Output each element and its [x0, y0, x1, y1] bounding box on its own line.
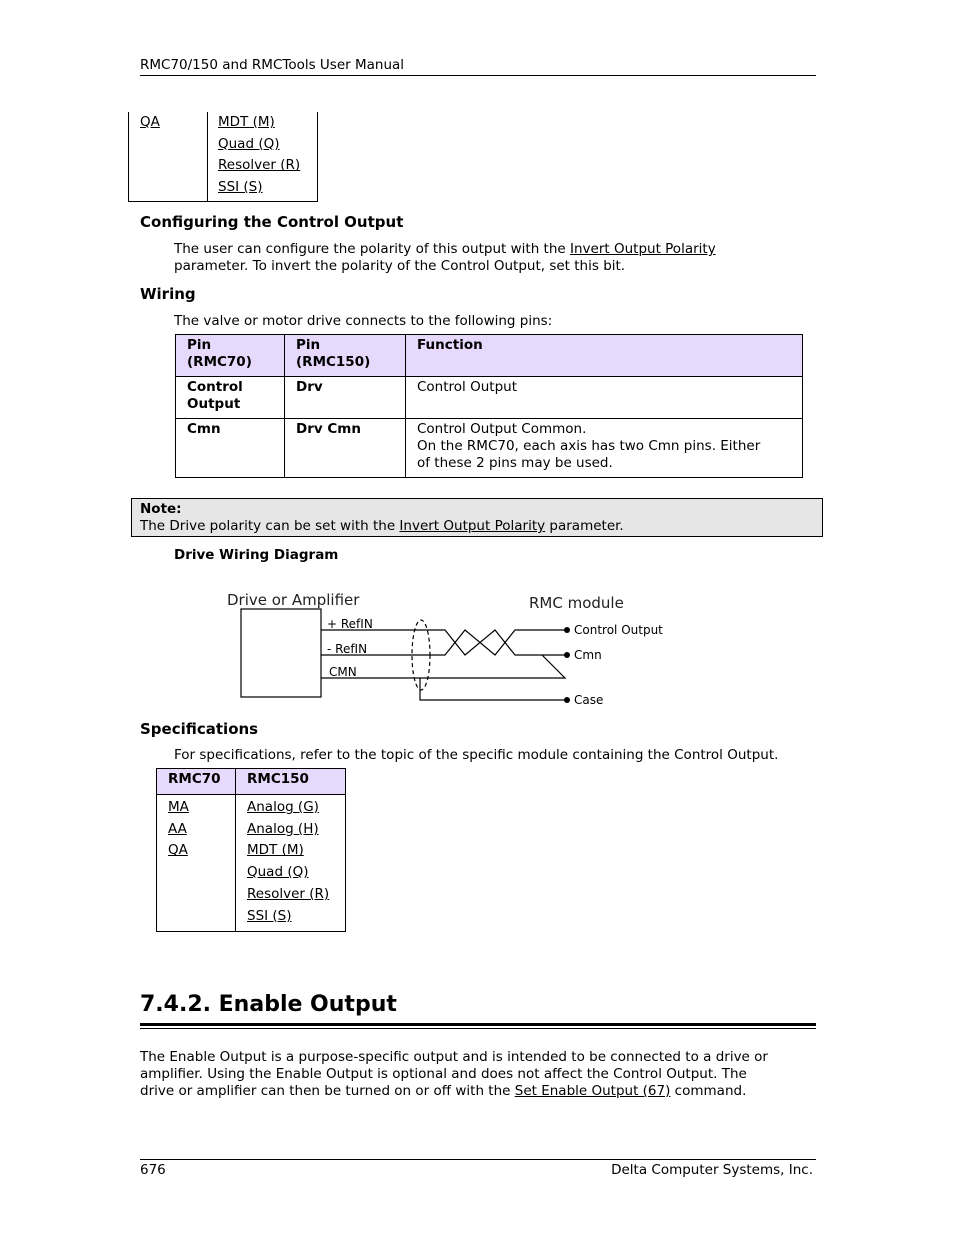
- cell-function: Control Output Common. On the RMC70, each axis has two Cmn pins. Either of these 2 pins may be used.: [406, 419, 803, 478]
- module-link-analog-g[interactable]: Analog (G): [247, 799, 319, 815]
- wiring-table: [175, 334, 803, 478]
- footer-rule: [140, 1159, 816, 1160]
- page-header-title: RMC70/150 and RMCTools User Manual: [140, 57, 405, 73]
- pin-label-minus-refin: - RefIN: [327, 642, 368, 656]
- note-text: The Drive polarity can be set with the Invert Output Polarity parameter.: [140, 518, 624, 534]
- pin-label-plus-refin: + RefIN: [327, 617, 373, 631]
- rmc150-modules: [236, 795, 346, 932]
- cell-pin-rmc70: Cmn: [176, 419, 285, 478]
- continuation-table: [128, 112, 318, 202]
- twisted-pair-wires: [321, 630, 565, 700]
- diagram-title: Drive Wiring Diagram: [174, 547, 339, 563]
- header-rmc70: RMC70: [157, 769, 236, 795]
- configuring-text: The user can configure the polarity of this output with the: [174, 241, 570, 257]
- header-pin-rmc70: Pin (RMC70): [176, 335, 285, 377]
- cell-pin-rmc150: Drv Cmn: [285, 419, 406, 478]
- set-enable-output-link[interactable]: Set Enable Output (67): [514, 1083, 671, 1099]
- wiring-intro: The valve or motor drive connects to the following pins:: [174, 313, 553, 329]
- configuring-paragraph: [174, 241, 814, 275]
- note-box: [131, 498, 823, 537]
- cell-pin-rmc70: Control Output: [176, 377, 285, 419]
- header-pin-rmc150: Pin (RMC150): [285, 335, 406, 377]
- configuring-text-line2: parameter. To invert the polarity of the Control Output, set this bit.: [174, 258, 626, 274]
- rmc150-column: [218, 112, 300, 199]
- enable-output-paragraph: The Enable Output is a purpose-specific output and is intended to be connected to a drive or amplifier. Using the Enable Output is optional and does not affect the Control Output. The drive or amplifier can then be turned on or off with the Set Enable Output (67) command.: [140, 1049, 768, 1099]
- drive-label: Drive or Amplifier: [227, 591, 360, 609]
- module-link-ssi[interactable]: SSI (S): [247, 907, 292, 924]
- note-label: Note:: [140, 501, 182, 517]
- module-link-ssi[interactable]: SSI (S): [218, 179, 263, 196]
- module-link-aa[interactable]: AA: [168, 820, 187, 837]
- heading-enable-output: 7.4.2. Enable Output: [140, 992, 397, 1017]
- module-link-resolver[interactable]: Resolver (R): [218, 157, 301, 174]
- terminal-dot: [564, 627, 570, 633]
- note-invert-output-polarity-link[interactable]: Invert Output Polarity: [399, 518, 546, 534]
- rmc70-modules: [157, 795, 236, 932]
- heading-specifications: Specifications: [140, 720, 259, 738]
- header-function: Function: [406, 335, 803, 377]
- module-link-mdt[interactable]: MDT (M): [247, 842, 304, 859]
- pin-label-case: Case: [574, 693, 604, 707]
- table-row: [176, 419, 803, 478]
- footer-company: Delta Computer Systems, Inc.: [611, 1162, 813, 1178]
- header-rule: [140, 75, 816, 76]
- module-link-quad[interactable]: Quad (Q): [247, 864, 309, 881]
- module-label: RMC module: [529, 594, 624, 612]
- table-header-row: [157, 769, 346, 795]
- footer-page-number: 676: [140, 1162, 166, 1178]
- drive-wiring-diagram: [220, 585, 680, 715]
- terminal-dot: [564, 652, 570, 658]
- heading-configuring: Configuring the Control Output: [140, 213, 404, 231]
- heading-wiring: Wiring: [140, 285, 196, 303]
- specifications-table: [156, 768, 346, 932]
- module-link-qa[interactable]: QA: [168, 842, 188, 859]
- table-divider: [207, 112, 208, 201]
- table-row: [176, 377, 803, 419]
- module-link-ma[interactable]: MA: [168, 799, 189, 815]
- pin-label-cmn-left: CMN: [329, 665, 357, 679]
- module-link-mdt[interactable]: MDT (M): [218, 114, 275, 130]
- specifications-intro: For specifications, refer to the topic of the specific module containing the Control Output.: [174, 747, 779, 763]
- table-row: [157, 795, 346, 932]
- table-header-row: [176, 335, 803, 377]
- rmc70-column: [140, 112, 160, 134]
- module-link-resolver[interactable]: Resolver (R): [247, 885, 330, 902]
- heading-rule-thin: [140, 1028, 816, 1029]
- header-rmc150: RMC150: [236, 769, 346, 795]
- module-link-analog-h[interactable]: Analog (H): [247, 820, 319, 837]
- cell-function: Control Output: [406, 377, 803, 419]
- cell-pin-rmc150: Drv: [285, 377, 406, 419]
- heading-rule-thick: [140, 1023, 816, 1026]
- drive-box: [241, 609, 321, 697]
- terminal-dot: [564, 697, 570, 703]
- pin-label-control-output: Control Output: [574, 623, 663, 637]
- pin-label-cmn-right: Cmn: [574, 648, 602, 662]
- invert-output-polarity-link[interactable]: Invert Output Polarity: [570, 241, 716, 257]
- module-link-qa[interactable]: QA: [140, 114, 160, 130]
- module-link-quad[interactable]: Quad (Q): [218, 135, 280, 152]
